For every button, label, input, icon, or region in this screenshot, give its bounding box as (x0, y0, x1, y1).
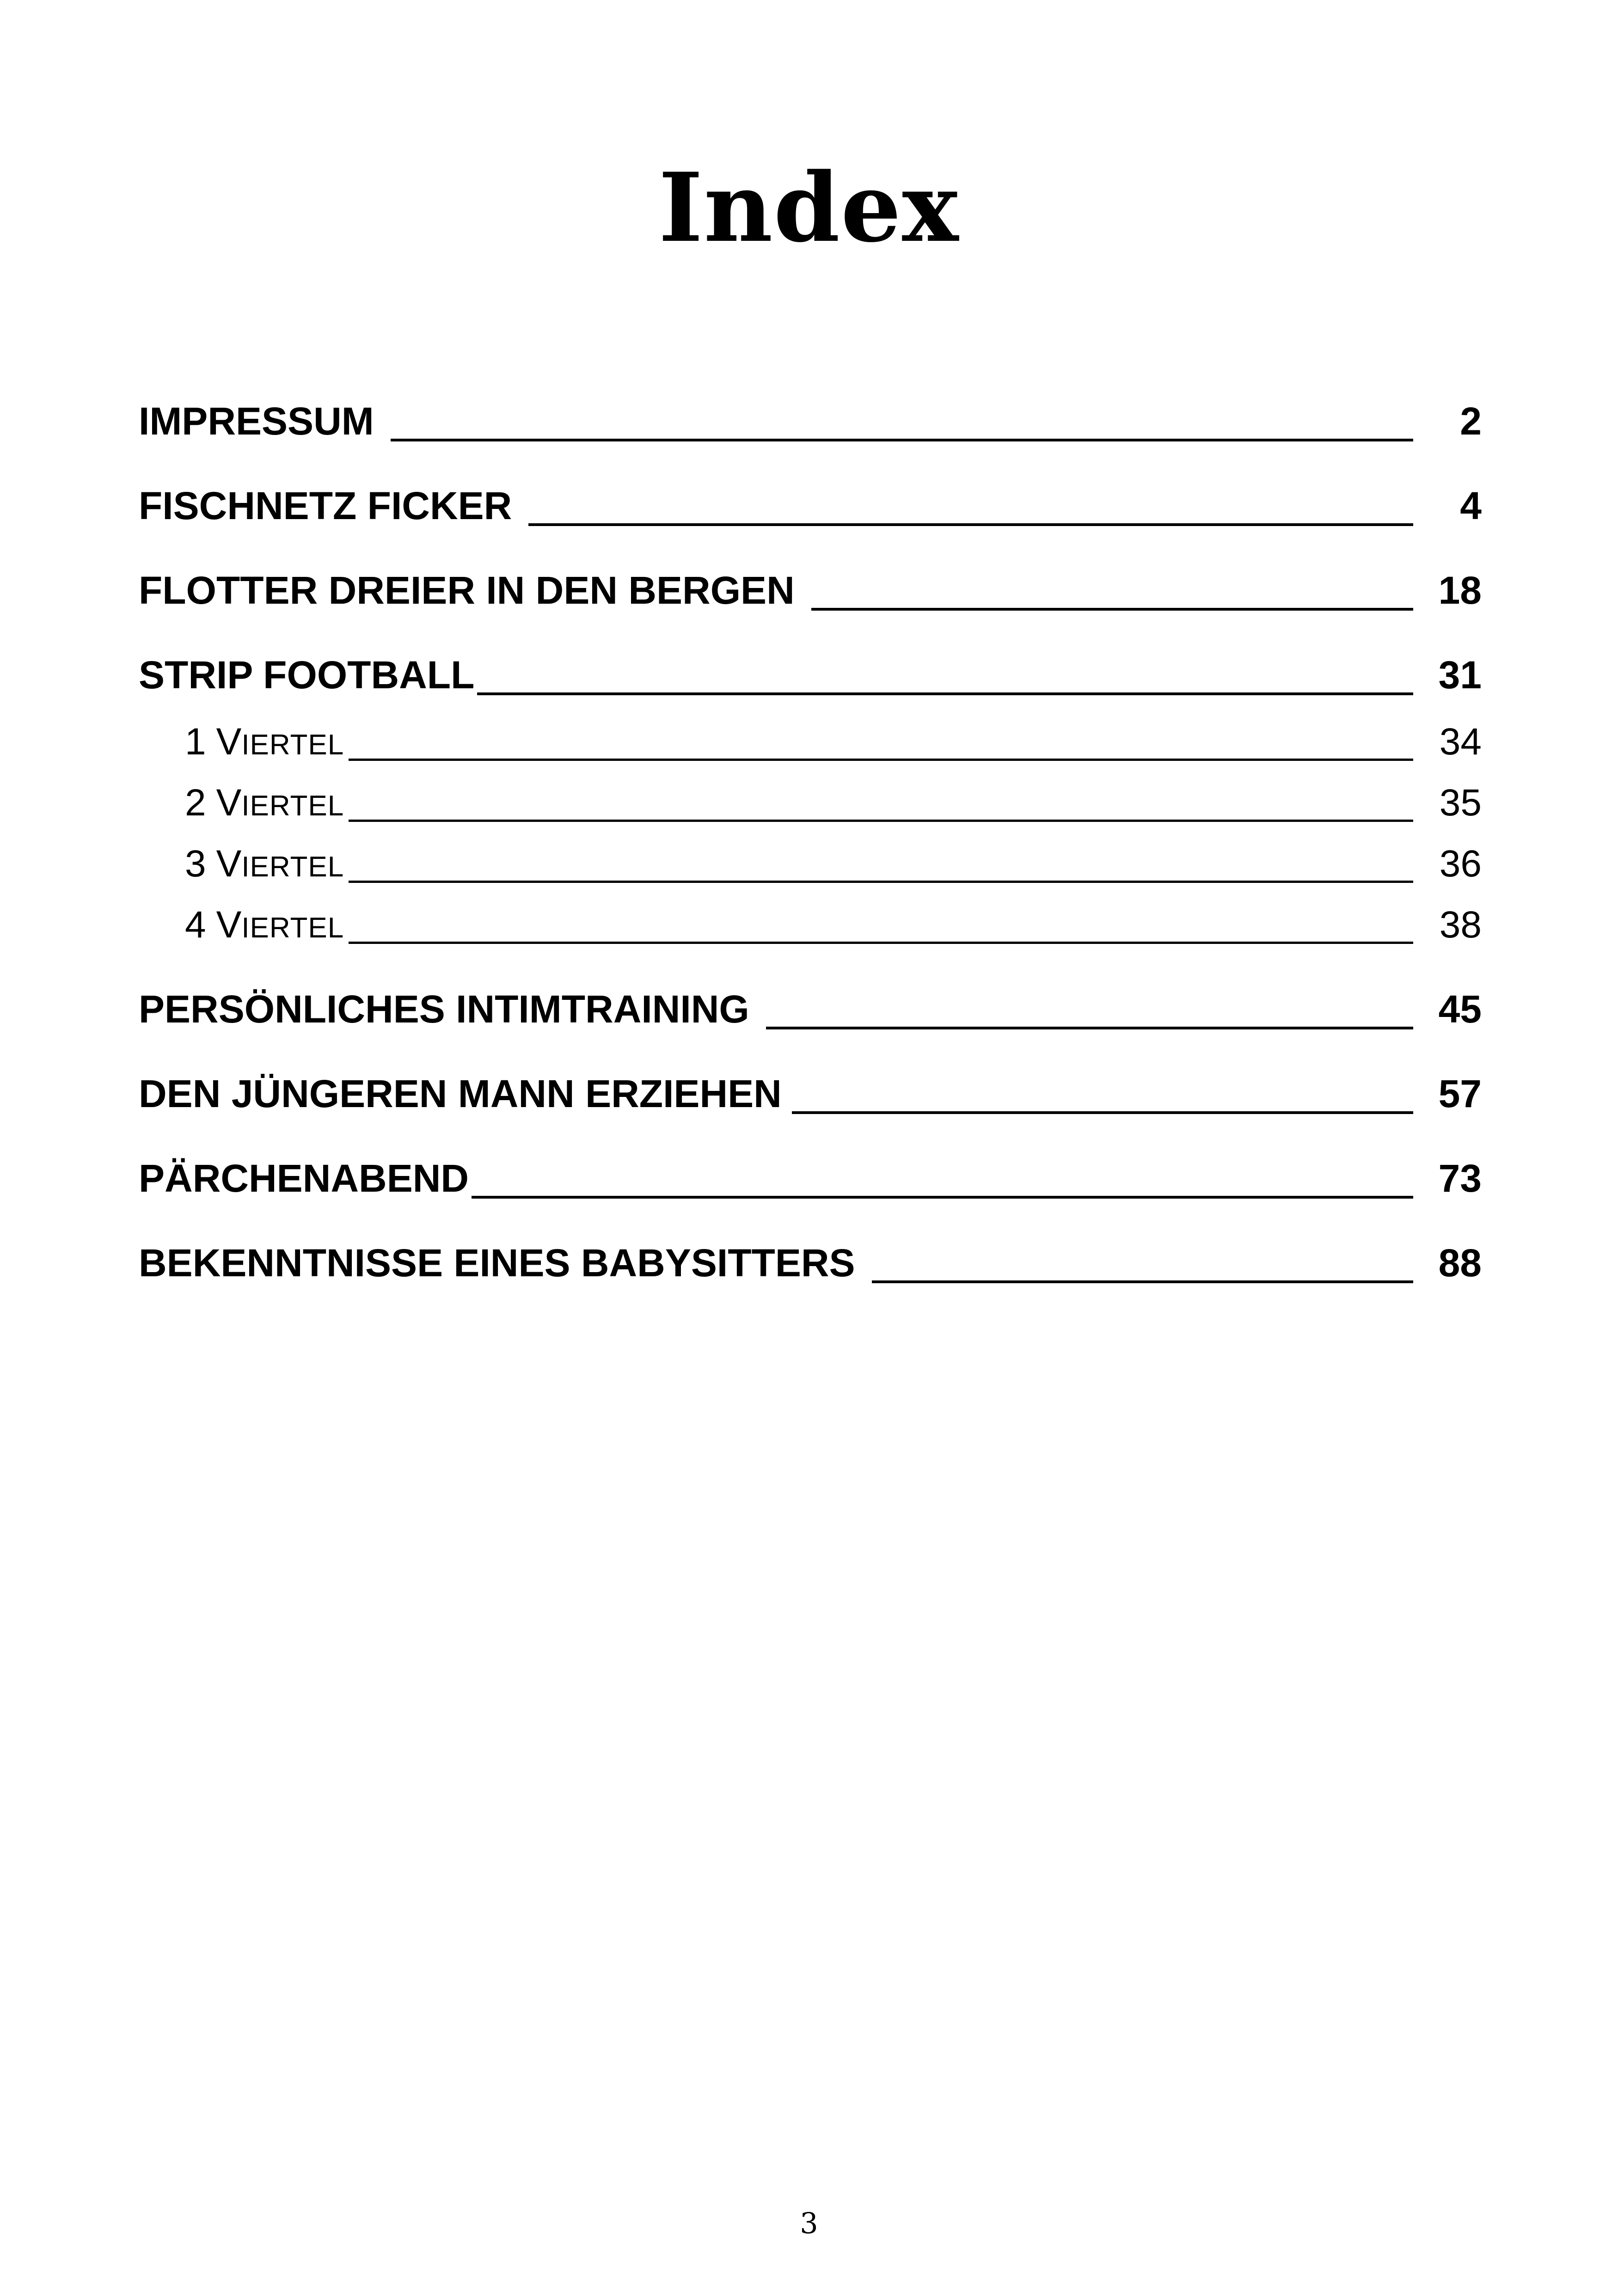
page-title: Index (658, 153, 960, 263)
page-number: 3 (800, 2206, 818, 2240)
subentry-initial: V (216, 721, 242, 763)
subentry-rest: IERTEL (241, 851, 344, 883)
toc-entry-page: 2 (1460, 399, 1482, 443)
toc-entry-title: DEN JÜNGEREN MANN ERZIEHEN (139, 1072, 782, 1115)
toc-subentry-viertel-1[interactable] (139, 706, 1482, 767)
toc-subentry-viertel-2[interactable] (139, 767, 1482, 828)
subentry-rest: IERTEL (241, 729, 344, 761)
toc-entry-intimtraining[interactable] (139, 953, 1482, 1038)
toc-subentry-viertel-3[interactable] (139, 828, 1482, 889)
toc-leader-line (391, 439, 1413, 441)
toc-subentry-title (185, 723, 344, 767)
toc-entry-title: PERSÖNLICHES INTIMTRAINING (139, 987, 749, 1031)
toc-entry-title: PÄRCHENABEND (139, 1157, 469, 1200)
subentry-number: 3 (185, 843, 206, 885)
toc-entry-title: BEKENNTNISSE EINES BABYSITTERS (139, 1241, 855, 1285)
toc-subentry-page: 34 (1439, 721, 1482, 763)
toc-entry-flotter-dreier[interactable] (139, 534, 1482, 619)
toc-entry-paerchenabend[interactable] (139, 1122, 1482, 1207)
subentry-initial: V (216, 904, 242, 946)
toc-entry-babysitter[interactable] (139, 1207, 1482, 1292)
toc-entry-page: 73 (1438, 1157, 1482, 1200)
toc-leader-line (472, 1196, 1413, 1199)
subentry-initial: V (216, 843, 242, 885)
toc-entry-fischnetz-ficker[interactable] (139, 450, 1482, 534)
subentry-number: 2 (185, 782, 206, 824)
toc-leader-line (872, 1280, 1413, 1283)
toc-leader-line (349, 820, 1413, 822)
toc-leader-line (349, 942, 1413, 944)
toc-subentry-page: 38 (1439, 904, 1482, 946)
toc-subentry-viertel-4[interactable] (139, 889, 1482, 950)
toc-entry-title: IMPRESSUM (139, 399, 374, 443)
toc-entry-page: 57 (1438, 1072, 1482, 1115)
subentry-number: 1 (185, 721, 206, 763)
toc-entry-page: 88 (1438, 1241, 1482, 1285)
toc-entry-page: 45 (1438, 987, 1482, 1031)
toc-entry-strip-football[interactable] (139, 619, 1482, 704)
toc-entry-title: FLOTTER DREIER IN DEN BERGEN (139, 569, 795, 612)
toc-entry-page: 18 (1438, 569, 1482, 612)
toc-leader-line (792, 1111, 1413, 1114)
table-of-contents (139, 365, 1482, 1292)
toc-entry-title: FISCHNETZ FICKER (139, 484, 512, 527)
toc-subentry-title (185, 845, 344, 889)
toc-entry-impressum[interactable] (139, 365, 1482, 450)
toc-leader-line (349, 759, 1413, 761)
subentry-rest: IERTEL (241, 790, 344, 822)
subentry-initial: V (216, 782, 242, 824)
toc-leader-line (528, 523, 1413, 526)
toc-subentry-title (185, 906, 344, 950)
toc-entry-title: STRIP FOOTBALL (139, 653, 475, 697)
toc-entry-juengeren-mann[interactable] (139, 1038, 1482, 1122)
subentry-rest: IERTEL (241, 912, 344, 944)
subentry-number: 4 (185, 904, 206, 946)
toc-entry-page: 4 (1460, 484, 1482, 527)
toc-subentry-title (185, 784, 344, 828)
toc-entry-page: 31 (1438, 653, 1482, 697)
toc-subentry-page: 35 (1439, 782, 1482, 824)
toc-leader-line (477, 692, 1413, 695)
toc-subentry-page: 36 (1439, 843, 1482, 885)
toc-leader-line (766, 1027, 1413, 1029)
toc-leader-line (349, 881, 1413, 883)
toc-leader-line (811, 608, 1413, 611)
